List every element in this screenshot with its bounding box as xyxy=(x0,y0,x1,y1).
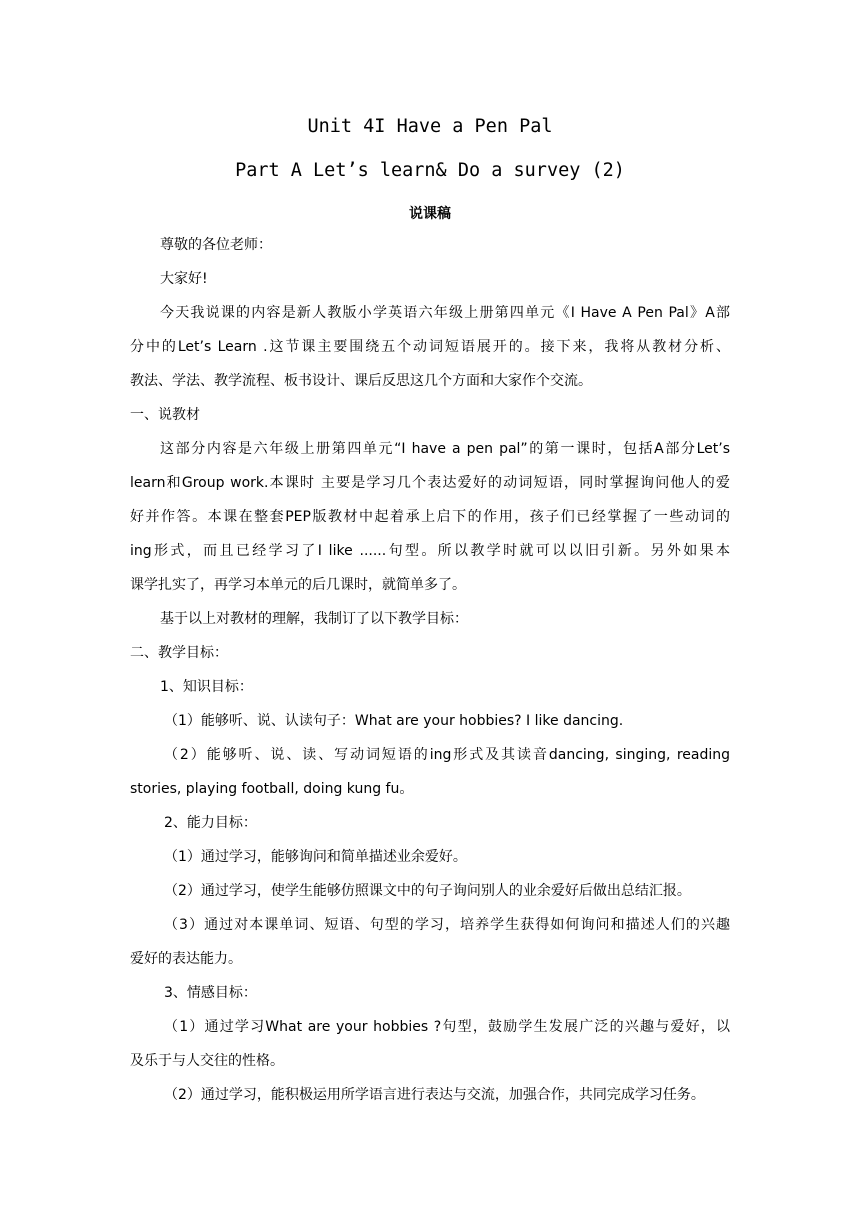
subsection-heading: 1、知识目标： xyxy=(160,679,253,695)
objective-item: 爱好的表达能力。 xyxy=(130,951,242,967)
subsection-heading: 2、能力目标： xyxy=(164,815,257,831)
paragraph-line: ing形式，而且已经学习了I like ......句型。所以教学时就可以以旧引新。另外如果本 xyxy=(130,543,730,559)
intro-line: 教法、学法、教学流程、板书设计、课后反思这几个方面和大家作个交流。 xyxy=(130,373,592,389)
objective-item: stories, playing football, doing kung fu。 xyxy=(130,781,414,797)
objective-item: （2）通过学习，使学生能够仿照课文中的句子询问别人的业余爱好后做出总结汇报。 xyxy=(164,883,691,899)
section-heading: 一、说教材 xyxy=(130,407,200,423)
objective-item: （3）通过对本课单词、短语、句型的学习，培养学生获得如何询问和描述人们的兴趣 xyxy=(164,917,730,933)
hello-line: 大家好! xyxy=(160,271,208,287)
intro-line: 分中的Let’s Learn .这节课主要围绕五个动词短语展开的。接下来，我将从教材分析、 xyxy=(130,339,730,355)
document-subtitle: Part A Let’s learn& Do a survey (2) xyxy=(235,160,625,181)
section-heading: 二、教学目标： xyxy=(130,645,228,661)
intro-line: 今天我说课的内容是新人教版小学英语六年级上册第四单元《I Have A Pen Pal》A部 xyxy=(160,305,730,321)
subsection-heading: 3、情感目标： xyxy=(164,985,257,1001)
objective-item: （2）通过学习，能积极运用所学语言进行表达与交流，加强合作，共同完成学习任务。 xyxy=(164,1087,705,1103)
objective-item: （1）通过学习，能够询问和简单描述业余爱好。 xyxy=(164,849,467,865)
document-type-label: 说课稿 xyxy=(409,206,451,222)
paragraph-line: 基于以上对教材的理解，我制订了以下教学目标： xyxy=(160,611,468,627)
objective-item: （1）能够听、说、认读句子：What are your hobbies? I like dancing. xyxy=(164,713,624,729)
paragraph-line: 课学扎实了，再学习本单元的后几课时，就简单多了。 xyxy=(130,577,466,593)
paragraph-line: 好并作答。本课在整套PEP版教材中起着承上启下的作用，孩子们已经掌握了一些动词的 xyxy=(130,509,730,525)
greeting-line: 尊敬的各位老师： xyxy=(160,237,272,253)
paragraph-line: 这部分内容是六年级上册第四单元“I have a pen pal”的第一课时，包括A部分Let’s xyxy=(160,441,730,457)
objective-item: （2）能够听、说、读、写动词短语的ing形式及其读音dancing, singing, reading xyxy=(164,747,730,763)
paragraph-line: learn和Group work.本课时 主要是学习几个表达爱好的动词短语，同时掌握询问他人的爱 xyxy=(130,475,730,491)
objective-item: （1）通过学习What are your hobbies ?句型，鼓励学生发展广泛的兴趣与爱好，以 xyxy=(164,1019,730,1035)
document-title: Unit 4I Have a Pen Pal xyxy=(307,116,553,137)
objective-item: 及乐于与人交往的性格。 xyxy=(130,1053,284,1069)
